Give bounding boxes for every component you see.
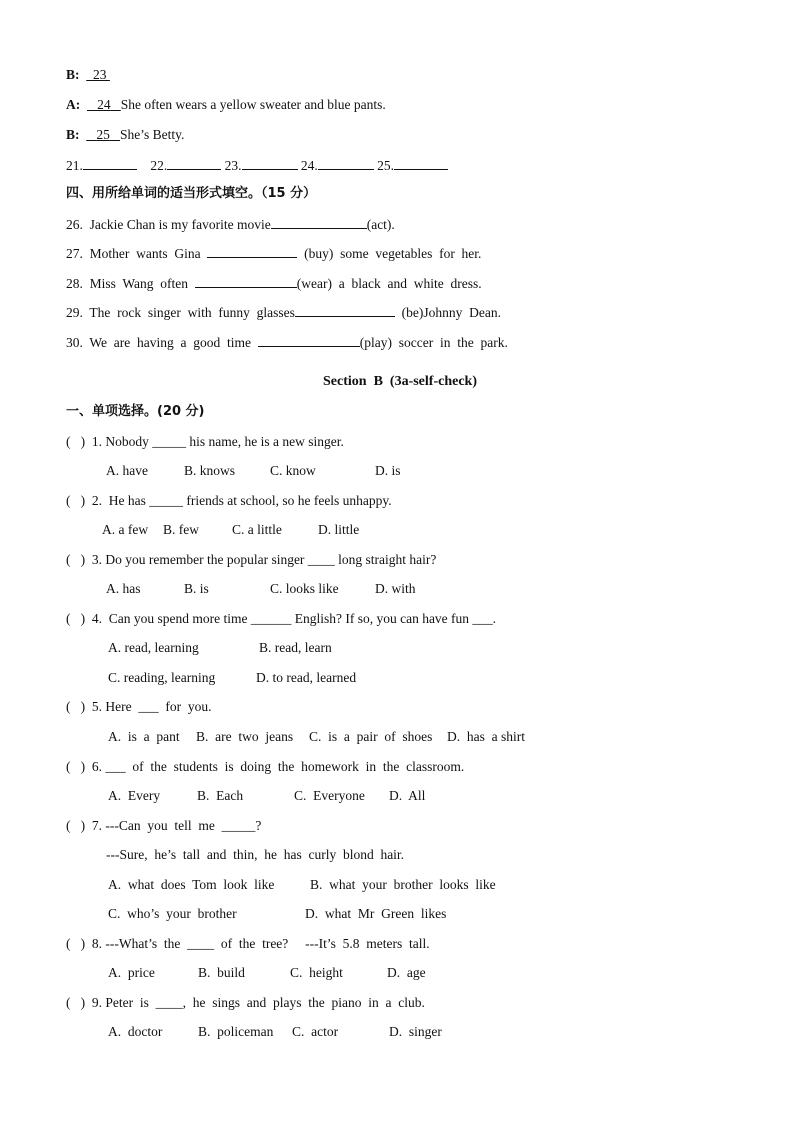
answer-slot-label: 23. [224,158,242,173]
fill-item-27 [66,244,481,263]
item-number: 30. [66,335,83,350]
question-5-option-a: A. is a pant [108,729,180,744]
dialogue-text: She’s Betty. [120,127,185,142]
part1-heading: 一、单项选择。(20 分) [66,404,205,419]
question-7-option-d: D. what Mr Green likes [305,906,447,921]
speaker-label: A: [66,97,81,112]
dialogue-line-25 [66,126,184,144]
fill-item-30 [66,333,508,352]
speaker-label: B: [66,127,80,142]
question-1-option-d: D. is [375,463,401,478]
question-7-reply: ---Sure, he’s tall and thin, he has curly blond hair. [106,847,405,862]
question-1-option-c: C. know [270,463,316,478]
answer-slot-label: 25. [377,158,394,173]
question-9-option-b: B. policeman [198,1024,274,1039]
question-2-option-a: A. a few [102,522,149,537]
item-hint: (buy) some vegetables for her. [304,246,482,261]
answer-slot-label: 21. [66,158,83,173]
question-5-option-d: D. has a shirt [447,729,525,744]
question-1-option-b: B. knows [184,463,236,478]
question-1: ( ) 1. Nobody _____ his name, he is a new singer. [66,434,344,449]
fill-item-26 [66,215,395,234]
item-hint: (act). [366,217,395,232]
question-4: ( ) 4. Can you spend more time ______ English? If so, you can have fun ___. [66,611,497,626]
question-7-option-b: B. what your brother looks like [310,877,496,892]
fill-item-29 [66,303,501,322]
fill-blank[interactable] [295,303,395,317]
item-hint: (wear) a black and white dress. [296,276,482,291]
question-3: ( ) 3. Do you remember the popular singer ____ long straight hair? [66,552,437,567]
question-5-option-b: B. are two jeans [196,729,294,744]
answer-slot-line[interactable] [83,156,137,170]
question-3-option-d: D. with [375,581,416,596]
question-9-option-d: D. singer [389,1024,442,1039]
answer-slot-line[interactable] [394,156,448,170]
fill-blank[interactable] [207,244,297,258]
dialogue-blank-number: 23 [93,67,107,82]
answer-slot-line[interactable] [167,156,221,170]
question-8-option-b: B. build [198,965,245,980]
dialogue-text: She often wears a yellow sweater and blue pants. [120,97,386,112]
item-number: 26. [66,217,83,232]
answer-slots-row [66,156,448,175]
dialogue-line-23 [66,66,110,84]
item-text: We are having a good time [89,335,252,350]
dialogue-blank-number: 24 [97,97,111,112]
question-6-option-a: A. Every [108,788,161,803]
item-number: 29. [66,305,83,320]
question-8-option-c: C. height [290,965,343,980]
question-7: ( ) 7. ---Can you tell me _____? [66,818,262,833]
dialogue-blank [86,67,110,82]
question-6-option-b: B. Each [197,788,244,803]
question-9: ( ) 9. Peter is ____, he sings and plays the piano in a club. [66,995,425,1010]
item-text: Miss Wang often [89,276,189,291]
question-4-option-b: B. read, learn [259,640,332,655]
question-6-option-c: C. Everyone [294,788,365,803]
question-3-option-a: A. has [106,581,141,596]
question-8: ( ) 8. ---What’s the ____ of the tree? ---It’s 5.8 meters tall. [66,936,430,951]
answer-slot-label: 22. [150,158,168,173]
dialogue-blank-number: 25 [96,127,110,142]
question-3-option-b: B. is [184,581,209,596]
question-6: ( ) 6. ___ of the students is doing the homework in the classroom. [66,759,465,774]
question-4-option-a: A. read, learning [108,640,199,655]
speaker-label: B: [66,67,80,82]
item-text: Mother wants Gina [89,246,201,261]
item-hint: (play) soccer in the park. [359,335,508,350]
question-7-option-c: C. who’s your brother [108,906,237,921]
question-4-option-c: C. reading, learning [108,670,216,685]
answer-slot-label: 24. [300,158,318,173]
item-hint: (be)Johnny Dean. [401,305,501,320]
question-2-option-c: C. a little [232,522,282,537]
question-6-option-d: D. All [389,788,426,803]
dialogue-blank [86,127,120,142]
item-text: Jackie Chan is my favorite movie [89,217,271,232]
part4-heading: 四、用所给单词的适当形式填空。（15 分） [66,186,317,201]
question-2: ( ) 2. He has _____ friends at school, so he feels unhappy. [66,493,392,508]
item-number: 28. [66,276,83,291]
question-1-option-a: A. have [106,463,148,478]
question-5: ( ) 5. Here ___ for you. [66,699,212,714]
fill-item-28 [66,274,482,293]
question-9-option-a: A. doctor [108,1024,163,1039]
dialogue-blank [87,97,121,112]
fill-blank[interactable] [271,215,367,229]
question-7-option-a: A. what does Tom look like [108,877,275,892]
fill-blank[interactable] [258,333,360,347]
answer-slot-line[interactable] [318,156,374,170]
question-2-option-b: B. few [163,522,199,537]
question-8-option-d: D. age [387,965,426,980]
question-3-option-c: C. looks like [270,581,339,596]
item-number: 27. [66,246,83,261]
dialogue-line-24 [66,96,386,114]
item-text: The rock singer with funny glasses [89,305,295,320]
fill-blank[interactable] [195,274,297,288]
question-4-option-d: D. to read, learned [256,670,357,685]
question-5-option-c: C. is a pair of shoes [309,729,433,744]
question-2-option-d: D. little [318,522,360,537]
question-9-option-c: C. actor [292,1024,339,1039]
question-8-option-a: A. price [108,965,155,980]
answer-slot-line[interactable] [242,156,298,170]
section-b-title: Section B (3a-self-check) [323,374,477,389]
